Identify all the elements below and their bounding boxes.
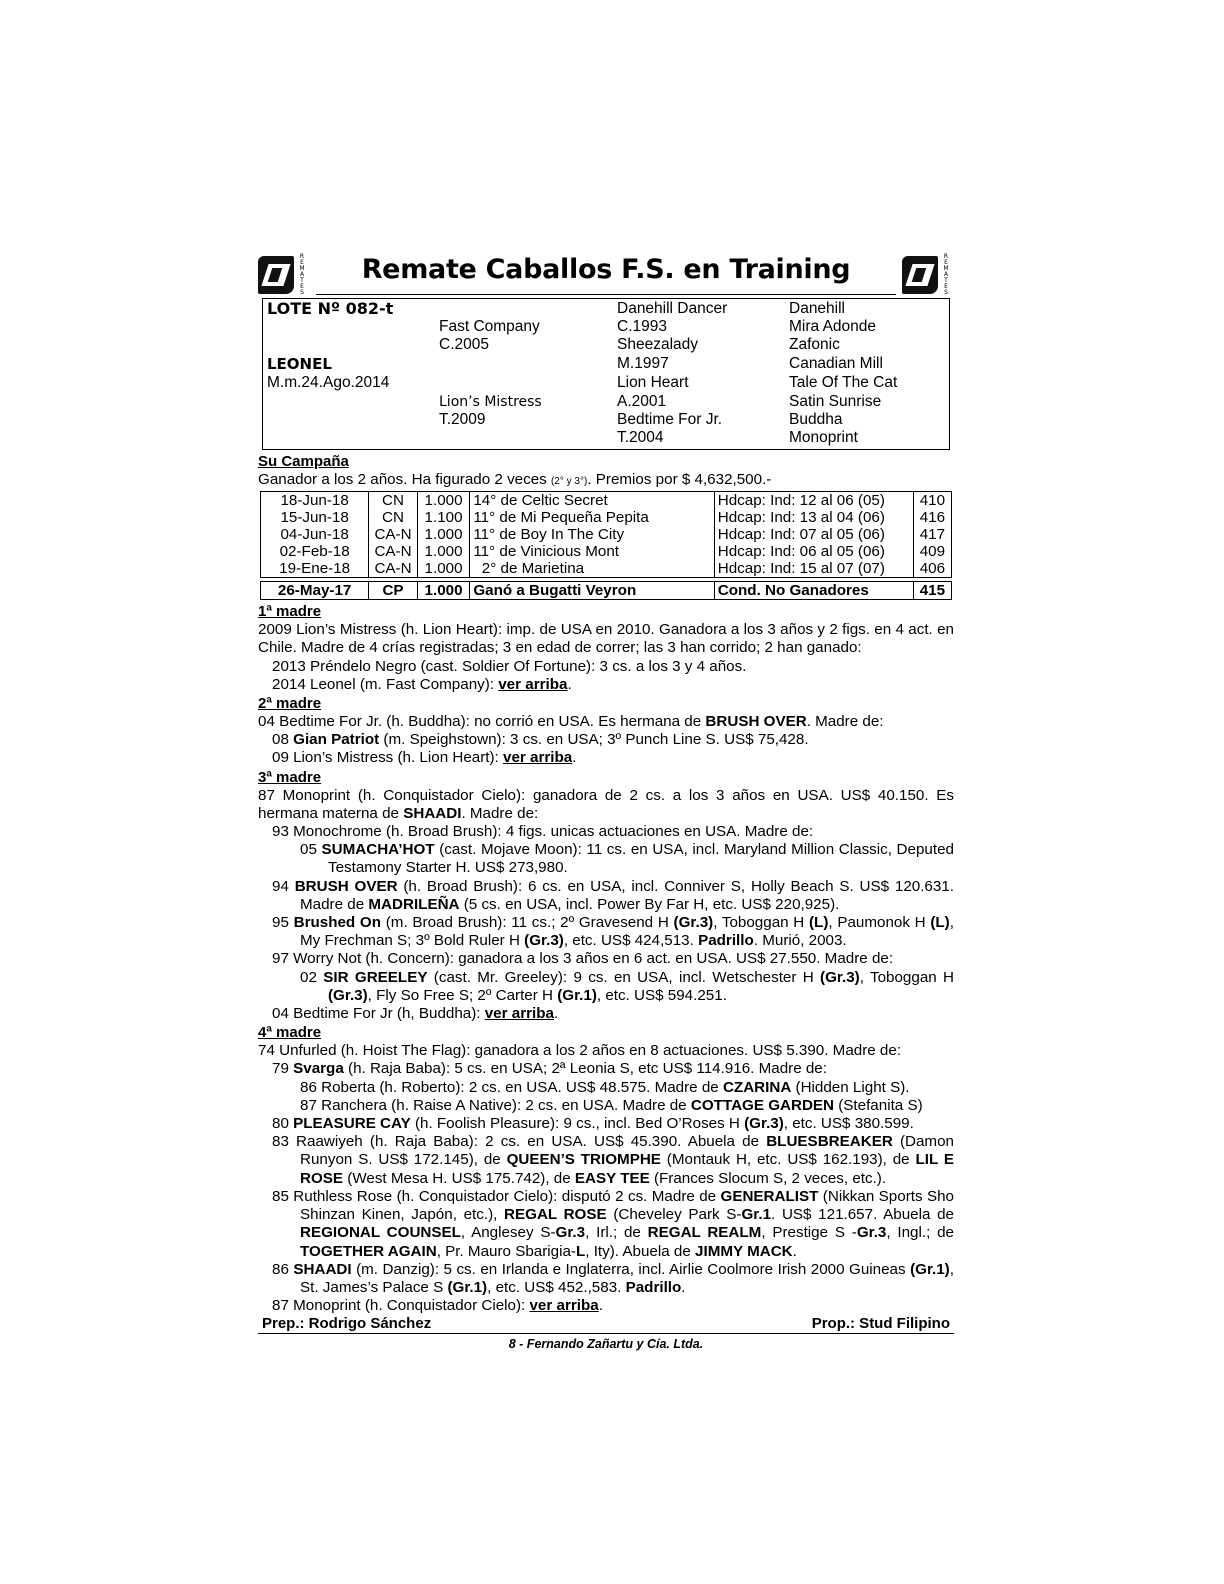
great-grandparent: Buddha [789, 411, 843, 428]
list-item: 2013 Préndelo Negro (cast. Soldier Of Fortune): 3 cs. a los 3 y 4 años. [272, 657, 747, 675]
lot-number: LOTE Nº 082-t [267, 299, 394, 318]
third-dam-text: 87 Monoprint (h. Conquistador Cielo): ganadora de 2 cs. a los 3 años en USA. US$ 40.150. Es hermana materna de SHAADI. Madre de: [258, 786, 954, 822]
list-item: 97 Worry Not (h. Concern): ganadora a los 3 años en 6 act. en USA. US$ 27.550. Madre de: [272, 950, 894, 968]
list-item: 94 BRUSH OVER (h. Broad Brush): 6 cs. en USA, incl. Conniver S, Holly Beach S. US$ 120.631. Madre de MADRILEÑA (5 cs. en USA, incl. Power By Far H, etc. US$ 220,925). [272, 877, 954, 913]
great-grandparent: Mira Adonde [789, 318, 877, 335]
table-row: 19-Ene-18 CA-N 1.000 2° de Marietina Hdcap: Ind: 15 al 07 (07) 406 [261, 560, 952, 578]
grandparent: Sheezalady [617, 336, 699, 353]
see-above-link: ver arriba [498, 675, 568, 693]
table-row: 15-Jun-18 CN 1.100 11° de Mi Pequeña Pepita Hdcap: Ind: 13 al 04 (06) 416 [261, 509, 952, 526]
owner: Prop.: Stud Filipino [811, 1315, 950, 1333]
list-item: 83 Raawiyeh (h. Raja Baba): 2 cs. en USA. US$ 45.390. Abuela de BLUESBREAKER (Damon Runyon S. US$ 172.145), de QUEEN’S TRIOMPHE (Montauk H, etc. US$ 162.193), de LIL E ROSE (West Mesa H. US$ 175.742), de EASY TEE (Frances Slocum S, 2 veces, etc.). [272, 1133, 954, 1187]
see-above-link: ver arriba [503, 749, 573, 767]
grandparent: Lion Heart [617, 374, 689, 391]
great-grandparent: Monoprint [789, 429, 858, 446]
catalog-page [258, 250, 954, 1351]
horse-info: M.m.24.Ago.2014 [267, 374, 390, 391]
list-item: 2014 Leonel (m. Fast Company): ver arriba. [272, 675, 572, 693]
list-item: 80 PLEASURE CAY (h. Foolish Pleasure): 9 cs., incl. Bed O’Roses H (Gr.3), etc. US$ 380.599. [272, 1115, 914, 1133]
table-row: 18-Jun-18 CN 1.000 14° de Celtic Secret Hdcap: Ind: 12 al 06 (05) 410 [261, 492, 952, 510]
campaign-summary: Ganador a los 2 años. Ha figurado 2 veces (2° y 3°). Premios por $ 4,632,500.- [258, 471, 772, 488]
table-row: 04-Jun-18 CA-N 1.000 11° de Boy In The City Hdcap: Ind: 07 al 05 (06) 417 [261, 526, 952, 543]
great-grandparent: Danehill [789, 300, 846, 317]
trainer: Prep.: Rodrigo Sánchez [262, 1315, 432, 1333]
sire: Fast Company [439, 318, 540, 335]
winning-race-row: 26-May-17 CP 1.000 Ganó a Bugatti Veyron Cond. No Ganadores 415 [261, 582, 952, 600]
list-item: 85 Ruthless Rose (h. Conquistador Cielo): disputó 2 cs. Madre de GENERALIST (Nikkan Sports Sho Shinzan Kinen, Japón, etc.), REGAL ROSE (Cheveley Park S-Gr.1. US$ 121.657. Abuela de REGIONAL COUNSEL, Anglesey S-Gr.3, Irl.; de REGAL REALM, Prestige S -Gr.3, Ingl.; de TOGETHER AGAIN, Pr. Mauro Sbarigia-L, Ity). Abuela de JIMMY MACK. [272, 1187, 954, 1260]
table-row: 02-Feb-18 CA-N 1.000 11° de Vinicious Mont Hdcap: Ind: 06 al 05 (06) 409 [261, 543, 952, 560]
great-grandparent: Zafonic [789, 336, 840, 353]
page-header [258, 250, 954, 298]
see-above-link: ver arriba [484, 1005, 554, 1023]
dam: Lion’s Mistress [439, 394, 542, 410]
races-table [260, 491, 952, 600]
pedigree-box [262, 298, 950, 450]
prep-prop-line [258, 1315, 954, 1334]
page-footer: 8 - Fernando Zañartu y Cía. Ltda. [508, 1337, 704, 1352]
grandparent-info: T.2004 [617, 429, 664, 446]
logo-vertical-text: R E M A T E S [299, 253, 305, 296]
grandparent-info: M.1997 [617, 355, 669, 372]
logo-vertical-text: R E M A T E S [943, 253, 949, 296]
logo-mark-icon [902, 256, 938, 294]
list-item: 87 Monoprint (h. Conquistador Cielo): ver arriba. [272, 1297, 603, 1315]
remates-logo-right [902, 254, 954, 296]
list-item: 93 Monochrome (h. Broad Brush): 4 figs. unicas actuaciones en USA. Madre de: [272, 823, 814, 841]
list-item: 79 Svarga (h. Raja Baba): 5 cs. en USA; 2ª Leonia S, etc US$ 114.916. Madre de: [272, 1060, 827, 1078]
list-item: 02 SIR GREELEY (cast. Mr. Greeley): 9 cs. en USA, incl. Wetschester H (Gr.3), Toboggan H (Gr.3), Fly So Free S; 2º Carter H (Gr.1), etc. US$ 594.251. [300, 968, 955, 1004]
list-item: 08 Gian Patriot (m. Speighstown): 3 cs. en USA; 3º Punch Line S. US$ 75,428. [272, 731, 809, 749]
horse-name: LEONEL [267, 355, 332, 373]
first-dam-text: 2009 Lion’s Mistress (h. Lion Heart): imp. de USA en 2010. Ganadora a los 3 años y 2 figs. en 4 act. en Chile. Madre de 4 crías registradas; 3 en edad de correr; las 3 han corrido; 2 han ganado: [258, 621, 954, 657]
grandparent-info: A.2001 [617, 393, 667, 410]
list-item: 87 Ranchera (h. Raise A Native): 2 cs. en USA. Madre de COTTAGE GARDEN (Stefanita S) [300, 1096, 923, 1114]
grandparent: Danehill Dancer [617, 300, 728, 317]
campaign-heading: Su Campaña [258, 453, 349, 470]
grandparent: Bedtime For Jr. [617, 411, 723, 428]
fourth-dam-text: 74 Unfurled (h. Hoist The Flag): ganadora a los 2 años en 8 actuaciones. US$ 5.390. Madre de: [258, 1042, 902, 1060]
dam-info: T.2009 [439, 411, 486, 428]
list-item: 95 Brushed On (m. Broad Brush): 11 cs.; 2º Gravesend H (Gr.3), Toboggan H (L), Paumonok H (L), My Frechman S; 3º Bold Ruler H (Gr.3), etc. US$ 424,513. Padrillo. Murió, 2003. [272, 914, 954, 950]
second-dam-text: 04 Bedtime For Jr. (h. Buddha): no corrió en USA. Es hermana de BRUSH OVER. Madre de: [258, 713, 884, 731]
fourth-dam-heading: 4ª madre [258, 1024, 322, 1042]
sire-info: C.2005 [439, 336, 489, 353]
great-grandparent: Canadian Mill [789, 355, 883, 372]
list-item: 05 SUMACHA’HOT (cast. Mojave Moon): 11 cs. en USA, incl. Maryland Million Classic, Deputed Testamony Starter H. US$ 273,980. [300, 841, 954, 877]
list-item: 09 Lion’s Mistress (h. Lion Heart): ver arriba. [272, 749, 577, 767]
second-dam-heading: 2ª madre [258, 695, 322, 713]
grandparent-info: C.1993 [617, 318, 667, 335]
first-dam-heading: 1ª madre [258, 603, 322, 621]
list-item: 86 SHAADI (m. Danzig): 5 cs. en Irlanda e Inglaterra, incl. Airlie Coolmore Irish 2000 Guineas (Gr.1), St. James’s Palace S (Gr.1), etc. US$ 452.,583. Padrillo. [272, 1260, 954, 1296]
title-underline [316, 294, 896, 295]
third-dam-heading: 3ª madre [258, 768, 322, 786]
great-grandparent: Tale Of The Cat [789, 374, 898, 391]
page-title: Remate Caballos F.S. en Training [361, 254, 851, 285]
list-item: 86 Roberta (h. Roberto): 2 cs. en USA. US$ 48.575. Madre de CZARINA (Hidden Light S). [300, 1078, 910, 1096]
great-grandparent: Satin Sunrise [789, 393, 882, 410]
list-item: 04 Bedtime For Jr (h, Buddha): ver arriba. [272, 1005, 559, 1023]
see-above-link: ver arriba [529, 1297, 599, 1315]
